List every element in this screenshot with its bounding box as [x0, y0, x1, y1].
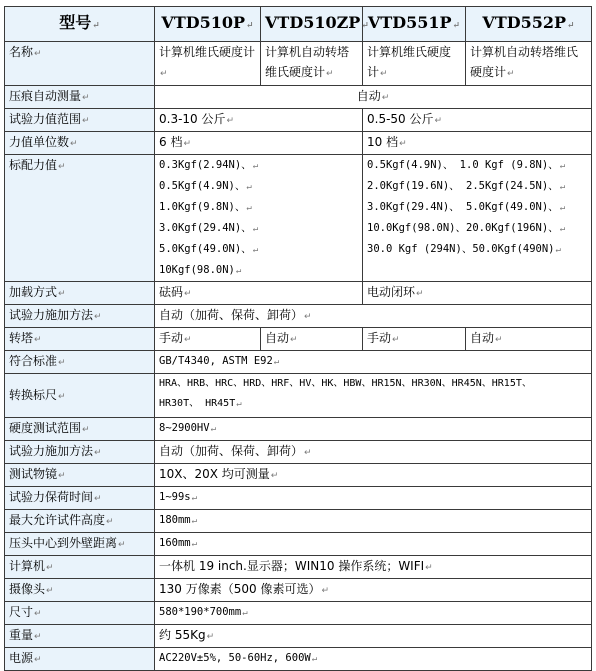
row-label: 标配力值↵: [5, 155, 155, 282]
cell-power: AC220V±5%, 50-60Hz, 600W↵: [155, 648, 592, 671]
cell-size: 580*190*700mm↵: [155, 602, 592, 625]
cell-force-units-b: 10 档↵: [363, 132, 592, 155]
row-size: [5, 602, 592, 625]
row-auto-measure: [5, 86, 592, 109]
row-label: 摄像头↵: [5, 579, 155, 602]
row-weight: [5, 625, 592, 648]
calibration-line: 30.0 Kgf (294N)、50.0Kgf(490N)↵: [367, 243, 561, 255]
row-hardness-range: [5, 418, 592, 441]
cell-conversion: [155, 374, 592, 418]
row-max-height: [5, 510, 592, 533]
cell-turret-2: 自动↵: [261, 328, 363, 351]
row-dwell: [5, 487, 592, 510]
calibration-line: 10.0Kgf(98.0N)、20.0Kgf(196N)、↵: [367, 222, 566, 234]
cell-apply-method: 自动（加荷、保荷、卸荷）↵: [155, 305, 592, 328]
calibration-line: 0.5Kgf(4.9N)、↵: [159, 180, 252, 192]
cell-auto-measure: 自动↵: [155, 86, 592, 109]
row-label: 试验力值范围↵: [5, 109, 155, 132]
row-label: 试验力施加方法↵: [5, 305, 155, 328]
cell-weight: 约 55Kg↵: [155, 625, 592, 648]
calibration-line: 2.0Kgf(19.6N)、 2.5Kgf(24.5N)、↵: [367, 180, 566, 192]
row-force-units: [5, 132, 592, 155]
cell-name-2: 计算机自动转塔维氏硬度计↵: [261, 42, 363, 86]
row-label: 尺寸↵: [5, 602, 155, 625]
cell-turret-4: 自动↵: [466, 328, 592, 351]
row-label: 计算机↵: [5, 556, 155, 579]
row-conversion: [5, 374, 592, 418]
spec-table: [4, 6, 592, 671]
calibration-line: 3.0Kgf(29.4N)、↵: [159, 222, 259, 234]
row-loading: [5, 282, 592, 305]
row-force-range: [5, 109, 592, 132]
model-vtd510zp: VTD510ZP↵: [261, 7, 363, 42]
calibration-line: 10Kgf(98.0N)↵: [159, 264, 242, 276]
row-label: 压头中心到外壁距离↵: [5, 533, 155, 556]
row-label: 转塔↵: [5, 328, 155, 351]
model-header: 型号↵: [5, 7, 155, 42]
cell-computer: 一体机 19 inch.显示器；WIN10 操作系统；WIFI↵: [155, 556, 592, 579]
cell-camera: 130 万像素（500 像素可选）↵: [155, 579, 592, 602]
row-label: 试验力施加方法↵: [5, 441, 155, 464]
cell-throat: 160mm↵: [155, 533, 592, 556]
row-label: 力值单位数↵: [5, 132, 155, 155]
cell-force-range-b: 0.5-50 公斤↵: [363, 109, 592, 132]
cell-force-range-a: 0.3-10 公斤↵: [155, 109, 363, 132]
cell-loading-a: 砝码↵: [155, 282, 363, 305]
cell-objective: 10X、20X 均可测量↵: [155, 464, 592, 487]
cell-max-height: 180mm↵: [155, 510, 592, 533]
row-label: 加载方式↵: [5, 282, 155, 305]
cell-force-units-a: 6 档↵: [155, 132, 363, 155]
cell-loading-b: 电动闭环↵: [363, 282, 592, 305]
calibration-line: 5.0Kgf(49.0N)、↵: [159, 243, 259, 255]
row-label: 符合标准↵: [5, 351, 155, 374]
conversion-line: HR30T、 HR45T↵: [159, 398, 242, 409]
row-throat: [5, 533, 592, 556]
row-name: [5, 42, 592, 86]
row-turret: [5, 328, 592, 351]
row-camera: [5, 579, 592, 602]
row-label: 名称↵: [5, 42, 155, 86]
row-apply-method: [5, 441, 592, 464]
cell-standard: GB/T4340, ASTM E92↵: [155, 351, 592, 374]
row-calibration: [5, 155, 592, 282]
cell-name-1: 计算机维氏硬度计↵: [155, 42, 261, 86]
model-vtd510p: VTD510P↵: [155, 7, 261, 42]
conversion-line: HRA、HRB、HRC、HRD、HRF、HV、HK、HBW、HR15N、HR30N、HR45N、HR15T、: [159, 378, 532, 389]
row-label: 试验力保荷时间↵: [5, 487, 155, 510]
row-label: 硬度测试范围↵: [5, 418, 155, 441]
row-label: 转换标尺↵: [5, 374, 155, 418]
row-standard: [5, 351, 592, 374]
cell-dwell: 1~99s↵: [155, 487, 592, 510]
row-apply-method: [5, 305, 592, 328]
row-computer: [5, 556, 592, 579]
row-label: 电源↵: [5, 648, 155, 671]
cell-name-3: 计算机维氏硬度计↵: [363, 42, 466, 86]
row-label: 重量↵: [5, 625, 155, 648]
cell-name-4: 计算机自动转塔维氏硬度计↵: [466, 42, 592, 86]
model-vtd552p: VTD552P↵: [466, 7, 592, 42]
row-label: 最大允许试件高度↵: [5, 510, 155, 533]
model-vtd551p: VTD551P↵: [363, 7, 466, 42]
row-label: 测试物镜↵: [5, 464, 155, 487]
header-row: [5, 7, 592, 42]
cell-calibration-a: [155, 155, 363, 282]
calibration-line: 1.0Kgf(9.8N)、↵: [159, 201, 252, 213]
calibration-line: 0.3Kgf(2.94N)、↵: [159, 159, 259, 171]
row-objective: [5, 464, 592, 487]
cell-calibration-b: [363, 155, 592, 282]
cell-apply-method: 自动（加荷、保荷、卸荷）↵: [155, 441, 592, 464]
cell-turret-3: 手动↵: [363, 328, 466, 351]
cell-turret-1: 手动↵: [155, 328, 261, 351]
calibration-line: 3.0Kgf(29.4N)、 5.0Kgf(49.0N)、↵: [367, 201, 566, 213]
cell-hardness-range: 8~2900HV↵: [155, 418, 592, 441]
row-label: 压痕自动测量↵: [5, 86, 155, 109]
calibration-line: 0.5Kgf(4.9N)、 1.0 Kgf (9.8N)、↵: [367, 159, 566, 171]
row-power: [5, 648, 592, 671]
